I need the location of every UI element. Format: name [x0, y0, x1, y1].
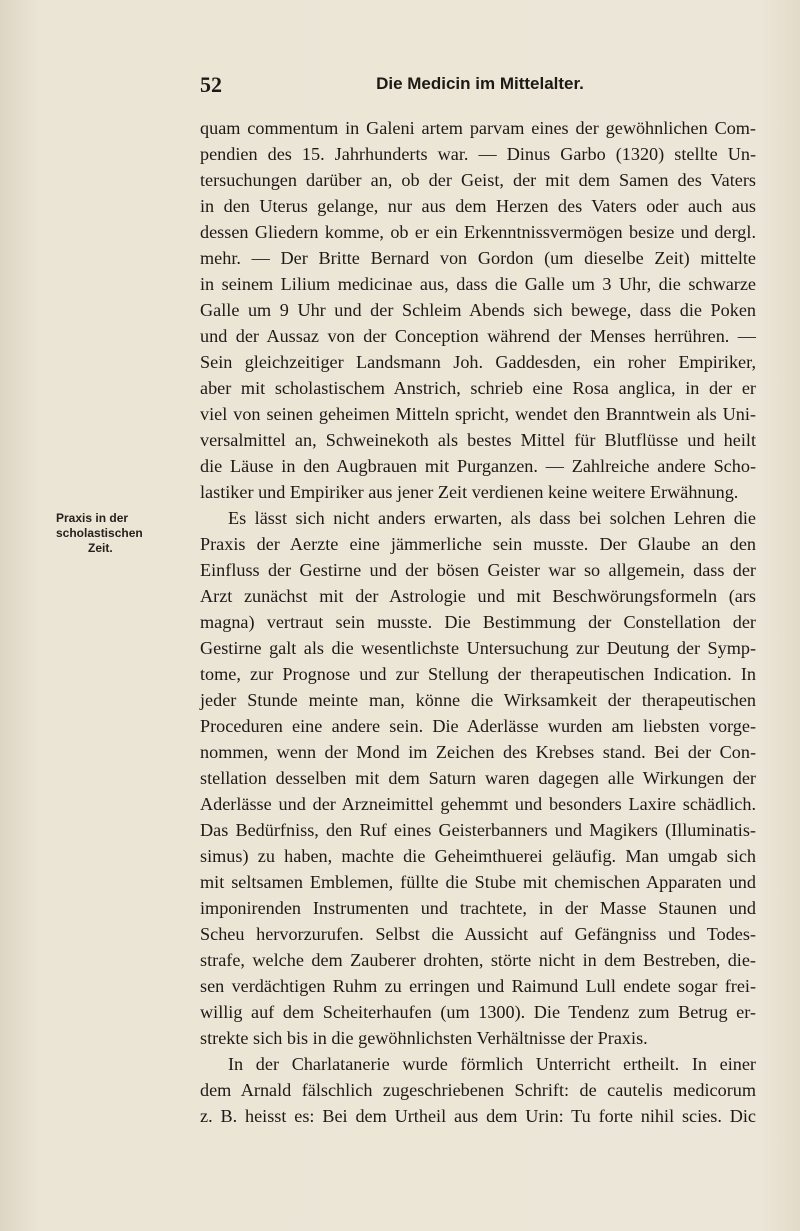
text-line: Gestirne galt als die wesentlichste Untersuchung zur Deutung der Symp- — [200, 638, 756, 658]
page-number: 52 — [200, 72, 222, 97]
text-line: dessen Gliedern komme, ob er ein Erkenntnissvermögen besize und dergl. — [200, 222, 756, 242]
text-line: Galle um 9 Uhr und der Schleim Abends sich bewege, dass die Poken — [200, 300, 756, 320]
margin-note-line: Zeit. — [88, 541, 113, 555]
margin-note — [56, 511, 198, 556]
text-line: dem Arnald fälschlich zugeschriebenen Schrift: de cautelis medicorum — [200, 1080, 756, 1100]
text-line: imponirenden Instrumenten und trachtete, in der Masse Staunen und — [200, 898, 756, 918]
page-header — [200, 72, 760, 100]
text-line: nommen, wenn der Mond im Zeichen des Krebses stand. Bei der Con- — [200, 742, 756, 762]
text-line: willig auf dem Scheiterhaufen (um 1300). Die Tendenz zum Betrug er- — [200, 1002, 756, 1022]
text-line: Sein gleichzeitiger Landsmann Joh. Gaddesden, ein roher Empiriker, — [200, 352, 756, 372]
text-line: stellation desselben mit dem Saturn waren dagegen alle Wirkungen der — [200, 768, 756, 788]
text-line: aber mit scholastischem Anstrich, schrieb eine Rosa anglica, in der er — [200, 378, 756, 398]
text-line: Praxis der Aerzte eine jämmerliche sein musste. Der Glaube an den — [200, 534, 756, 554]
text-line: Scheu hervorzurufen. Selbst die Aussicht auf Gefängniss und Todes- — [200, 924, 756, 944]
text-line: In der Charlatanerie wurde förmlich Unterricht ertheilt. In einer — [228, 1054, 756, 1074]
text-line: mehr. — Der Britte Bernard von Gordon (um dieselbe Zeit) mittelte — [200, 248, 756, 268]
text-line: magna) vertraut sein musste. Die Bestimmung der Constellation der — [200, 612, 756, 632]
text-line: Das Bedürfniss, den Ruf eines Geisterbanners und Magikers (Illuminatis- — [200, 820, 756, 840]
text-line: versalmittel an, Schweinekoth als bestes Mittel für Blutflüsse und heilt — [200, 430, 756, 450]
text-line: viel von seinen geheimen Mitteln spricht, wendet den Branntwein als Uni- — [200, 404, 756, 424]
text-line: in den Uterus gelange, nur aus dem Herzen des Vaters oder auch aus — [200, 196, 756, 216]
text-line: z. B. heisst es: Bei dem Urtheil aus dem Urin: Tu forte nihil scies. Dic — [200, 1106, 756, 1126]
text-line: Einfluss der Gestirne und der bösen Geister war so allgemein, dass der — [200, 560, 756, 580]
text-line: die Läuse in den Augbrauen mit Purganzen. — Zahlreiche andere Scho- — [200, 456, 756, 476]
text-line: und der Aussaz von der Conception während der Menses herrühren. — — [200, 326, 756, 346]
body-text — [200, 115, 756, 1129]
text-line: lastiker und Empiriker aus jener Zeit verdienen keine weitere Erwähnung. — [200, 482, 739, 502]
text-line: tersuchungen darüber an, ob der Geist, der mit dem Samen des Vaters — [200, 170, 756, 190]
margin-note-line: scholastischen — [56, 526, 143, 540]
text-line: pendien des 15. Jahrhunderts war. — Dinus Garbo (1320) stellte Un- — [200, 144, 756, 164]
text-line: Es lässt sich nicht anders erwarten, als dass bei solchen Lehren die — [228, 508, 756, 528]
text-line: in seinem Lilium medicinae aus, dass die Galle um 3 Uhr, die schwarze — [200, 274, 756, 294]
text-line: tome, zur Prognose und zur Stellung der therapeutischen Indication. In — [200, 664, 756, 684]
text-line: strekte sich bis in die gewöhnlichsten Verhältnisse der Praxis. — [200, 1028, 648, 1048]
running-title: Die Medicin im Mittelalter. — [376, 74, 584, 93]
text-line: mit seltsamen Emblemen, füllte die Stube mit chemischen Apparaten und — [200, 872, 756, 892]
text-line: simus) zu haben, machte die Geheimthuerei geläufig. Man umgab sich — [200, 846, 756, 866]
text-line: strafe, welche dem Zauberer drohten, störte nicht in dem Bestreben, die- — [200, 950, 756, 970]
text-line: Proceduren eine andere sein. Die Aderlässe wurden am liebsten vorge- — [200, 716, 756, 736]
text-line: Aderlässe und der Arzneimittel gehemmt und besonders Laxire schädlich. — [200, 794, 756, 814]
text-line: quam commentum in Galeni artem parvam eines der gewöhnlichen Com- — [200, 118, 756, 138]
text-line: jeder Stunde meinte man, könne die Wirksamkeit der therapeutischen — [200, 690, 756, 710]
text-line: Arzt zunächst mit der Astrologie und mit Beschwörungsformeln (ars — [200, 586, 756, 606]
text-line: sen verdächtigen Ruhm zu erringen und Raimund Lull endete sogar frei- — [200, 976, 756, 996]
margin-note-line: Praxis in der — [56, 511, 129, 525]
